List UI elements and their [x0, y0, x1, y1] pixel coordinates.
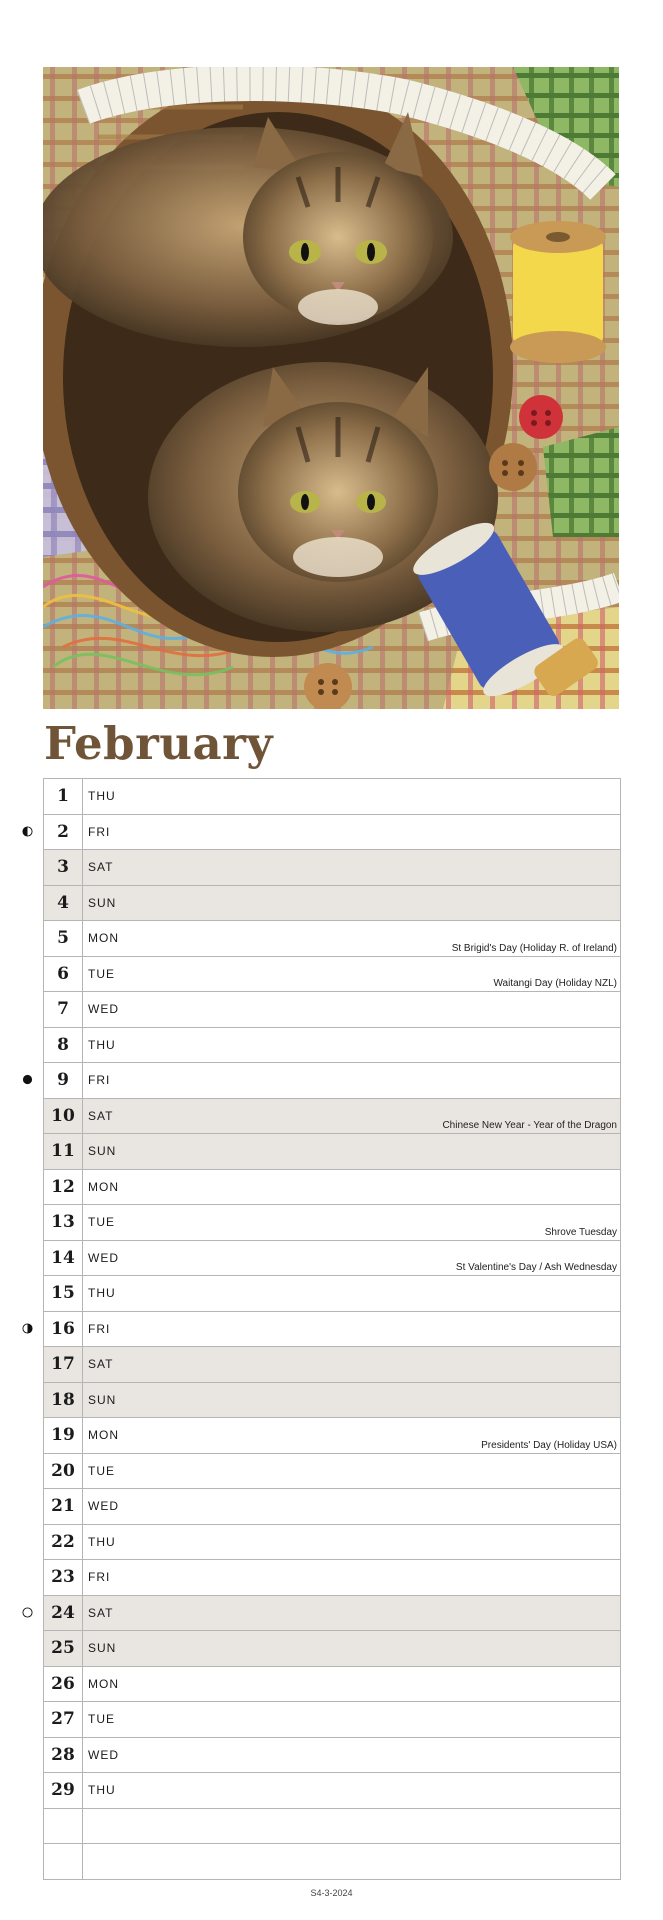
- holiday-note: St Brigid's Day (Holiday R. of Ireland): [451, 942, 617, 954]
- day-of-week: SUN: [88, 1641, 117, 1655]
- day-row: [44, 1134, 620, 1170]
- day-row: [44, 850, 620, 886]
- day-row: [44, 1312, 620, 1348]
- day-number: 24: [44, 1596, 83, 1631]
- day-number: 21: [44, 1489, 83, 1524]
- day-of-week: THU: [88, 1286, 116, 1300]
- day-of-week: SUN: [88, 895, 117, 910]
- day-row: [44, 1489, 620, 1525]
- day-of-week: MON: [88, 931, 119, 945]
- day-row: [44, 1631, 620, 1667]
- day-of-week: MON: [88, 1428, 119, 1442]
- day-number: 18: [44, 1383, 83, 1418]
- day-number: 6: [44, 957, 83, 992]
- day-number: 13: [44, 1205, 83, 1240]
- day-number: [44, 1809, 83, 1844]
- day-row: [44, 1560, 620, 1596]
- day-row: [44, 957, 620, 993]
- day-number: 5: [44, 921, 83, 956]
- day-row: [44, 1844, 620, 1880]
- day-of-week: THU: [88, 1534, 116, 1549]
- holiday-note: Presidents' Day (Holiday USA): [481, 1439, 617, 1451]
- day-of-week: [83, 1809, 88, 1844]
- day-of-week: SUN: [88, 1392, 117, 1407]
- day-of-week: TUE: [88, 1712, 115, 1726]
- day-number: 10: [44, 1099, 83, 1134]
- day-row: [44, 1205, 620, 1241]
- day-number: 29: [44, 1773, 83, 1808]
- cats-illustration: [43, 67, 619, 709]
- day-of-week: FRI: [88, 824, 111, 839]
- new-moon-icon: [22, 1074, 33, 1085]
- day-number: 27: [44, 1702, 83, 1737]
- last-quarter-icon: [22, 826, 33, 837]
- day-number: 17: [44, 1347, 83, 1382]
- day-row: [44, 1418, 620, 1454]
- day-row: [44, 1454, 620, 1490]
- day-number: 7: [44, 992, 83, 1027]
- day-of-week: WED: [88, 1499, 119, 1513]
- day-of-week: WED: [88, 1002, 119, 1016]
- day-number: 4: [44, 886, 83, 921]
- day-row: [44, 1028, 620, 1064]
- day-number: 9: [44, 1063, 83, 1098]
- day-of-week: SUN: [88, 1144, 117, 1158]
- day-number: 14: [44, 1241, 83, 1276]
- day-number: 3: [44, 850, 83, 885]
- day-of-week: MON: [88, 1676, 119, 1691]
- day-row: [44, 1241, 620, 1277]
- day-number: 23: [44, 1560, 83, 1595]
- day-number: [44, 1844, 83, 1879]
- day-of-week: THU: [88, 1783, 116, 1797]
- day-of-week: [83, 1844, 88, 1879]
- day-number: 12: [44, 1170, 83, 1205]
- day-row: [44, 886, 620, 922]
- day-number: 11: [44, 1134, 83, 1169]
- product-code: S4-3-2024: [310, 1888, 353, 1898]
- day-row: [44, 1738, 620, 1774]
- day-row: [44, 815, 620, 851]
- day-number: 26: [44, 1667, 83, 1702]
- holiday-note: St Valentine's Day / Ash Wednesday: [455, 1262, 617, 1273]
- full-moon-icon: [22, 1607, 33, 1618]
- day-row: [44, 1596, 620, 1632]
- day-number: 22: [44, 1525, 83, 1560]
- day-row: [44, 1702, 620, 1738]
- day-row: [44, 1773, 620, 1809]
- day-row: [44, 921, 620, 957]
- day-row: [44, 1063, 620, 1099]
- day-of-week: THU: [88, 789, 116, 803]
- day-of-week: SAT: [88, 1605, 114, 1620]
- day-of-week: MON: [88, 1179, 119, 1194]
- holiday-note: Shrove Tuesday: [544, 1226, 617, 1238]
- day-row: [44, 1667, 620, 1703]
- day-row: [44, 1383, 620, 1419]
- day-row: [44, 1347, 620, 1383]
- calendar-grid: [43, 778, 621, 1880]
- day-row: [44, 779, 620, 815]
- first-quarter-icon: [22, 1323, 33, 1334]
- day-of-week: THU: [88, 1037, 116, 1052]
- day-of-week: WED: [88, 1250, 119, 1265]
- day-row: [44, 1809, 620, 1845]
- day-of-week: TUE: [88, 1463, 115, 1478]
- day-row: [44, 992, 620, 1028]
- day-of-week: FRI: [88, 1073, 111, 1087]
- day-row: [44, 1276, 620, 1312]
- holiday-note: Waitangi Day (Holiday NZL): [493, 978, 617, 989]
- day-of-week: SAT: [88, 1357, 114, 1371]
- day-number: 25: [44, 1631, 83, 1666]
- day-number: 2: [44, 815, 83, 850]
- holiday-note: Chinese New Year - Year of the Dragon: [442, 1120, 617, 1131]
- day-of-week: FRI: [88, 1321, 111, 1336]
- day-number: 16: [44, 1312, 83, 1347]
- day-of-week: SAT: [88, 1108, 114, 1123]
- day-row: [44, 1525, 620, 1561]
- day-of-week: FRI: [88, 1570, 111, 1584]
- day-number: 28: [44, 1738, 83, 1773]
- month-title: February: [44, 717, 274, 770]
- day-of-week: TUE: [88, 1215, 115, 1229]
- day-number: 20: [44, 1454, 83, 1489]
- day-number: 19: [44, 1418, 83, 1453]
- day-number: 1: [44, 779, 83, 814]
- day-of-week: SAT: [88, 860, 114, 874]
- day-of-week: TUE: [88, 966, 115, 981]
- day-of-week: WED: [88, 1747, 119, 1762]
- day-number: 8: [44, 1028, 83, 1063]
- day-row: [44, 1099, 620, 1135]
- day-row: [44, 1170, 620, 1206]
- day-number: 15: [44, 1276, 83, 1311]
